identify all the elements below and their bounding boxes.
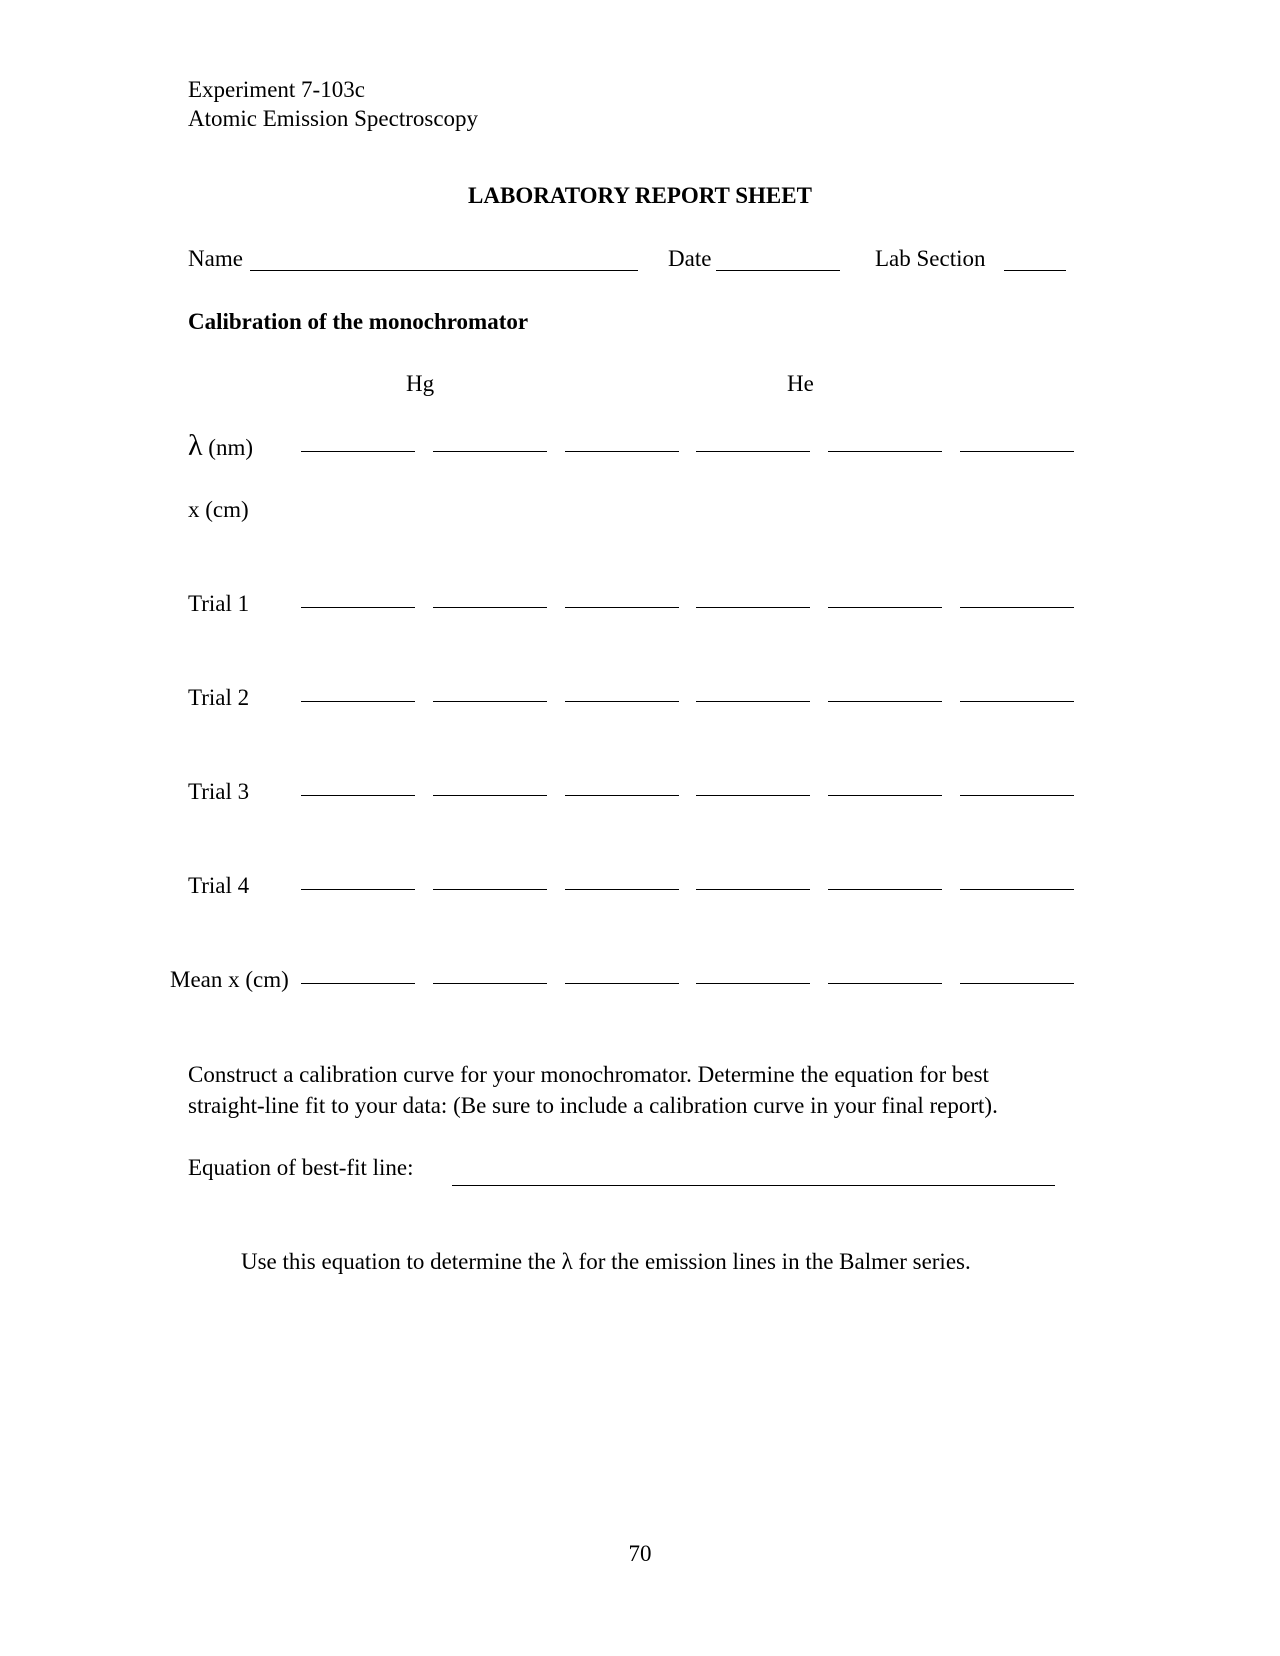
mean-row-label: Mean x (cm): [170, 967, 289, 992]
lambda-unit: (nm): [208, 435, 254, 460]
equation-field[interactable]: [452, 1185, 1055, 1186]
trial-2-blank-3[interactable]: [565, 701, 679, 702]
instructions-line-2: straight-line fit to your data: (Be sure to include a calibration curve in your final report).: [188, 1093, 998, 1118]
lambda-blank-4[interactable]: [696, 451, 810, 452]
mean-blank-5[interactable]: [828, 983, 942, 984]
experiment-number: Experiment 7-103c: [188, 77, 365, 102]
trial-2-blank-4[interactable]: [696, 701, 810, 702]
trial-3-blank-6[interactable]: [960, 795, 1074, 796]
balmer-note: Use this equation to determine the λ for the emission lines in the Balmer series.: [241, 1249, 971, 1274]
trial-1-blank-4[interactable]: [696, 607, 810, 608]
lab-section-label: Lab Section: [875, 246, 986, 271]
trial-1-blank-6[interactable]: [960, 607, 1074, 608]
page-number: 70: [628, 1541, 652, 1566]
x-row-label: x (cm): [188, 497, 249, 522]
trial-1-blank-5[interactable]: [828, 607, 942, 608]
name-field[interactable]: [250, 270, 638, 271]
trial-3-blank-2[interactable]: [433, 795, 547, 796]
calibration-heading: Calibration of the monochromator: [188, 309, 529, 334]
trial-1-label: Trial 1: [188, 591, 250, 616]
page-title: LABORATORY REPORT SHEET: [468, 183, 812, 208]
name-label: Name: [188, 246, 243, 271]
lambda-blank-2[interactable]: [433, 451, 547, 452]
trial-4-blank-1[interactable]: [301, 889, 415, 890]
trial-2-label: Trial 2: [188, 685, 250, 710]
trial-4-blank-3[interactable]: [565, 889, 679, 890]
trial-3-blank-3[interactable]: [565, 795, 679, 796]
trial-1-blank-3[interactable]: [565, 607, 679, 608]
date-field[interactable]: [716, 270, 840, 271]
he-group-label: He: [787, 371, 814, 396]
hg-group-label: Hg: [406, 371, 435, 396]
trial-4-blank-4[interactable]: [696, 889, 810, 890]
trial-4-blank-5[interactable]: [828, 889, 942, 890]
mean-blank-3[interactable]: [565, 983, 679, 984]
date-label: Date: [668, 246, 712, 271]
lab-section-field[interactable]: [1004, 270, 1066, 271]
mean-blank-4[interactable]: [696, 983, 810, 984]
instructions-line-1: Construct a calibration curve for your monochromator. Determine the equation for best: [188, 1062, 989, 1087]
trial-3-blank-5[interactable]: [828, 795, 942, 796]
mean-blank-1[interactable]: [301, 983, 415, 984]
trial-4-label: Trial 4: [188, 873, 250, 898]
trial-2-blank-5[interactable]: [828, 701, 942, 702]
trial-2-blank-6[interactable]: [960, 701, 1074, 702]
trial-3-blank-1[interactable]: [301, 795, 415, 796]
trial-1-blank-1[interactable]: [301, 607, 415, 608]
experiment-subtitle: Atomic Emission Spectroscopy: [188, 106, 479, 131]
lambda-symbol: λ: [188, 429, 203, 462]
trial-2-blank-1[interactable]: [301, 701, 415, 702]
lambda-blank-5[interactable]: [828, 451, 942, 452]
trial-3-blank-4[interactable]: [696, 795, 810, 796]
trial-4-blank-6[interactable]: [960, 889, 1074, 890]
trial-3-label: Trial 3: [188, 779, 250, 804]
equation-label: Equation of best-fit line:: [188, 1155, 414, 1180]
mean-blank-6[interactable]: [960, 983, 1074, 984]
trial-2-blank-2[interactable]: [433, 701, 547, 702]
lambda-blank-1[interactable]: [301, 451, 415, 452]
lambda-blank-3[interactable]: [565, 451, 679, 452]
lambda-blank-6[interactable]: [960, 451, 1074, 452]
trial-4-blank-2[interactable]: [433, 889, 547, 890]
trial-1-blank-2[interactable]: [433, 607, 547, 608]
mean-blank-2[interactable]: [433, 983, 547, 984]
lambda-row-label: [188, 429, 254, 462]
